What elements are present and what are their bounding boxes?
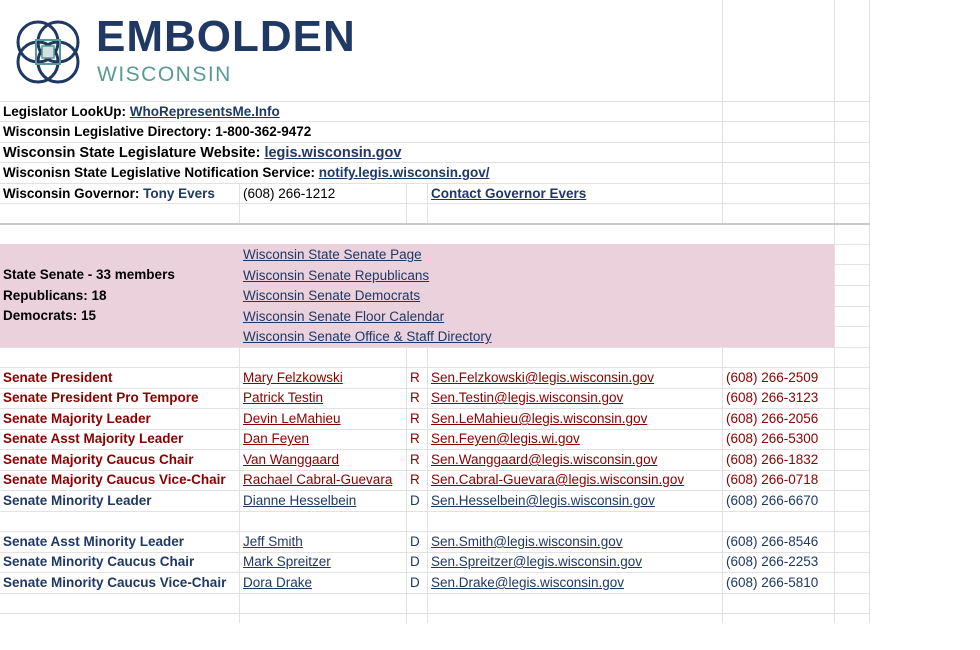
leader-title: Senate Majority Leader — [3, 411, 151, 426]
leader-party: D — [410, 554, 420, 569]
leader-title: Senate Majority Caucus Chair — [3, 452, 194, 467]
website-link[interactable]: legis.wisconsin.gov — [264, 145, 402, 161]
leader-email-link[interactable]: Sen.Felzkowski@legis.wisconsin.gov — [431, 370, 655, 385]
leader-name-link[interactable]: Dora Drake — [243, 575, 313, 590]
leader-title: Senate Minority Leader — [3, 493, 152, 508]
senate-staff-directory-link[interactable]: Wisconsin Senate Office & Staff Directory — [243, 329, 492, 344]
leader-name-link[interactable]: Mary Felzkowski — [243, 370, 343, 385]
lookup-link[interactable]: WhoRepresentsMe.Info — [129, 104, 280, 119]
logo-wordmark: EMBOLDEN — [96, 12, 356, 61]
leader-name-link[interactable]: Devin LeMahieu — [243, 411, 341, 426]
leader-phone: (608) 266-0718 — [726, 472, 819, 487]
leader-email-link[interactable]: Sen.Cabral-Guevara@legis.wisconsin.gov — [431, 472, 685, 487]
governor-phone: (608) 266-1212 — [243, 186, 336, 201]
leader-email-link[interactable]: Sen.Smith@legis.wisconsin.gov — [431, 534, 623, 549]
notification-service-row — [3, 163, 490, 183]
leader-name-link[interactable]: Mark Spreitzer — [243, 554, 331, 569]
leader-title: Senate President — [3, 370, 113, 385]
leader-name-link[interactable]: Van Wanggaard — [243, 452, 340, 467]
leader-name-link[interactable]: Dan Feyen — [243, 431, 310, 446]
leader-email-link[interactable]: Sen.Hesselbein@legis.wisconsin.gov — [431, 493, 655, 508]
leader-email-link[interactable]: Sen.Feyen@legis.wi.gov — [431, 431, 580, 446]
leader-party: R — [410, 411, 420, 426]
legislator-lookup-row — [3, 102, 280, 122]
leader-name-link[interactable]: Patrick Testin — [243, 390, 324, 405]
notify-link[interactable]: notify.legis.wisconsin.gov/ — [318, 165, 490, 180]
governor-name: Tony Evers — [143, 186, 215, 201]
leader-party: D — [410, 534, 420, 549]
senate-members-count: State Senate - 33 members — [3, 267, 175, 282]
leader-party: R — [410, 431, 420, 446]
leader-phone: (608) 266-2509 — [726, 370, 819, 385]
legislature-website-row — [3, 143, 401, 163]
governor-label: Wisconsin Governor: — [3, 186, 144, 201]
leader-title: Senate Minority Caucus Vice-Chair — [3, 575, 227, 590]
leader-name-link[interactable]: Rachael Cabral-Guevara — [243, 472, 393, 487]
leader-title: Senate Minority Caucus Chair — [3, 554, 195, 569]
governor-row — [3, 184, 215, 204]
senate-page-link[interactable]: Wisconsin State Senate Page — [243, 247, 422, 262]
leader-email-link[interactable]: Sen.LeMahieu@legis.wisconsin.gov — [431, 411, 648, 426]
senate-democrats-count: Democrats: 15 — [3, 308, 97, 323]
leader-email-link[interactable]: Sen.Spreitzer@legis.wisconsin.gov — [431, 554, 643, 569]
leader-party: D — [410, 575, 420, 590]
leader-party: D — [410, 493, 420, 508]
senate-democrats-link[interactable]: Wisconsin Senate Democrats — [243, 288, 421, 303]
leader-phone: (608) 266-2253 — [726, 554, 819, 569]
leader-title: Senate President Pro Tempore — [3, 390, 199, 405]
leader-title: Senate Asst Majority Leader — [3, 431, 184, 446]
lookup-label: Legislator LookUp: — [3, 104, 130, 119]
leader-title: Senate Asst Minority Leader — [3, 534, 185, 549]
leader-phone: (608) 266-6670 — [726, 493, 819, 508]
leader-party: R — [410, 390, 420, 405]
leader-email-link[interactable]: Sen.Drake@legis.wisconsin.gov — [431, 575, 625, 590]
leader-phone: (608) 266-3123 — [726, 390, 819, 405]
senate-republicans-count: Republicans: 18 — [3, 288, 107, 303]
senate-floor-calendar-link[interactable]: Wisconsin Senate Floor Calendar — [243, 309, 445, 324]
logo-mark-icon — [12, 16, 84, 88]
leader-phone: (608) 266-5810 — [726, 575, 819, 590]
legislative-directory: Wisconsin Legislative Directory: 1-800-362-9472 — [3, 124, 312, 139]
leader-phone: (608) 266-8546 — [726, 534, 819, 549]
leader-title: Senate Majority Caucus Vice-Chair — [3, 472, 226, 487]
leader-phone: (608) 266-5300 — [726, 431, 819, 446]
leader-phone: (608) 266-2056 — [726, 411, 819, 426]
leader-party: R — [410, 452, 420, 467]
leader-name-link[interactable]: Dianne Hesselbein — [243, 493, 357, 508]
logo-subtitle: WISCONSIN — [97, 63, 232, 86]
contact-governor-link[interactable]: Contact Governor Evers — [431, 186, 587, 201]
website-label: Wisconsin State Legislature Website: — [3, 145, 265, 161]
senate-republicans-link[interactable]: Wisconsin Senate Republicans — [243, 268, 430, 283]
leader-party: R — [410, 472, 420, 487]
leader-email-link[interactable]: Sen.Wanggaard@legis.wisconsin.gov — [431, 452, 658, 467]
leader-name-link[interactable]: Jeff Smith — [243, 534, 303, 549]
leader-party: R — [410, 370, 420, 385]
leader-phone: (608) 266-1832 — [726, 452, 819, 467]
notify-label: Wisconisn State Legislative Notification Service: — [3, 165, 319, 180]
leader-email-link[interactable]: Sen.Testin@legis.wisconsin.gov — [431, 390, 624, 405]
